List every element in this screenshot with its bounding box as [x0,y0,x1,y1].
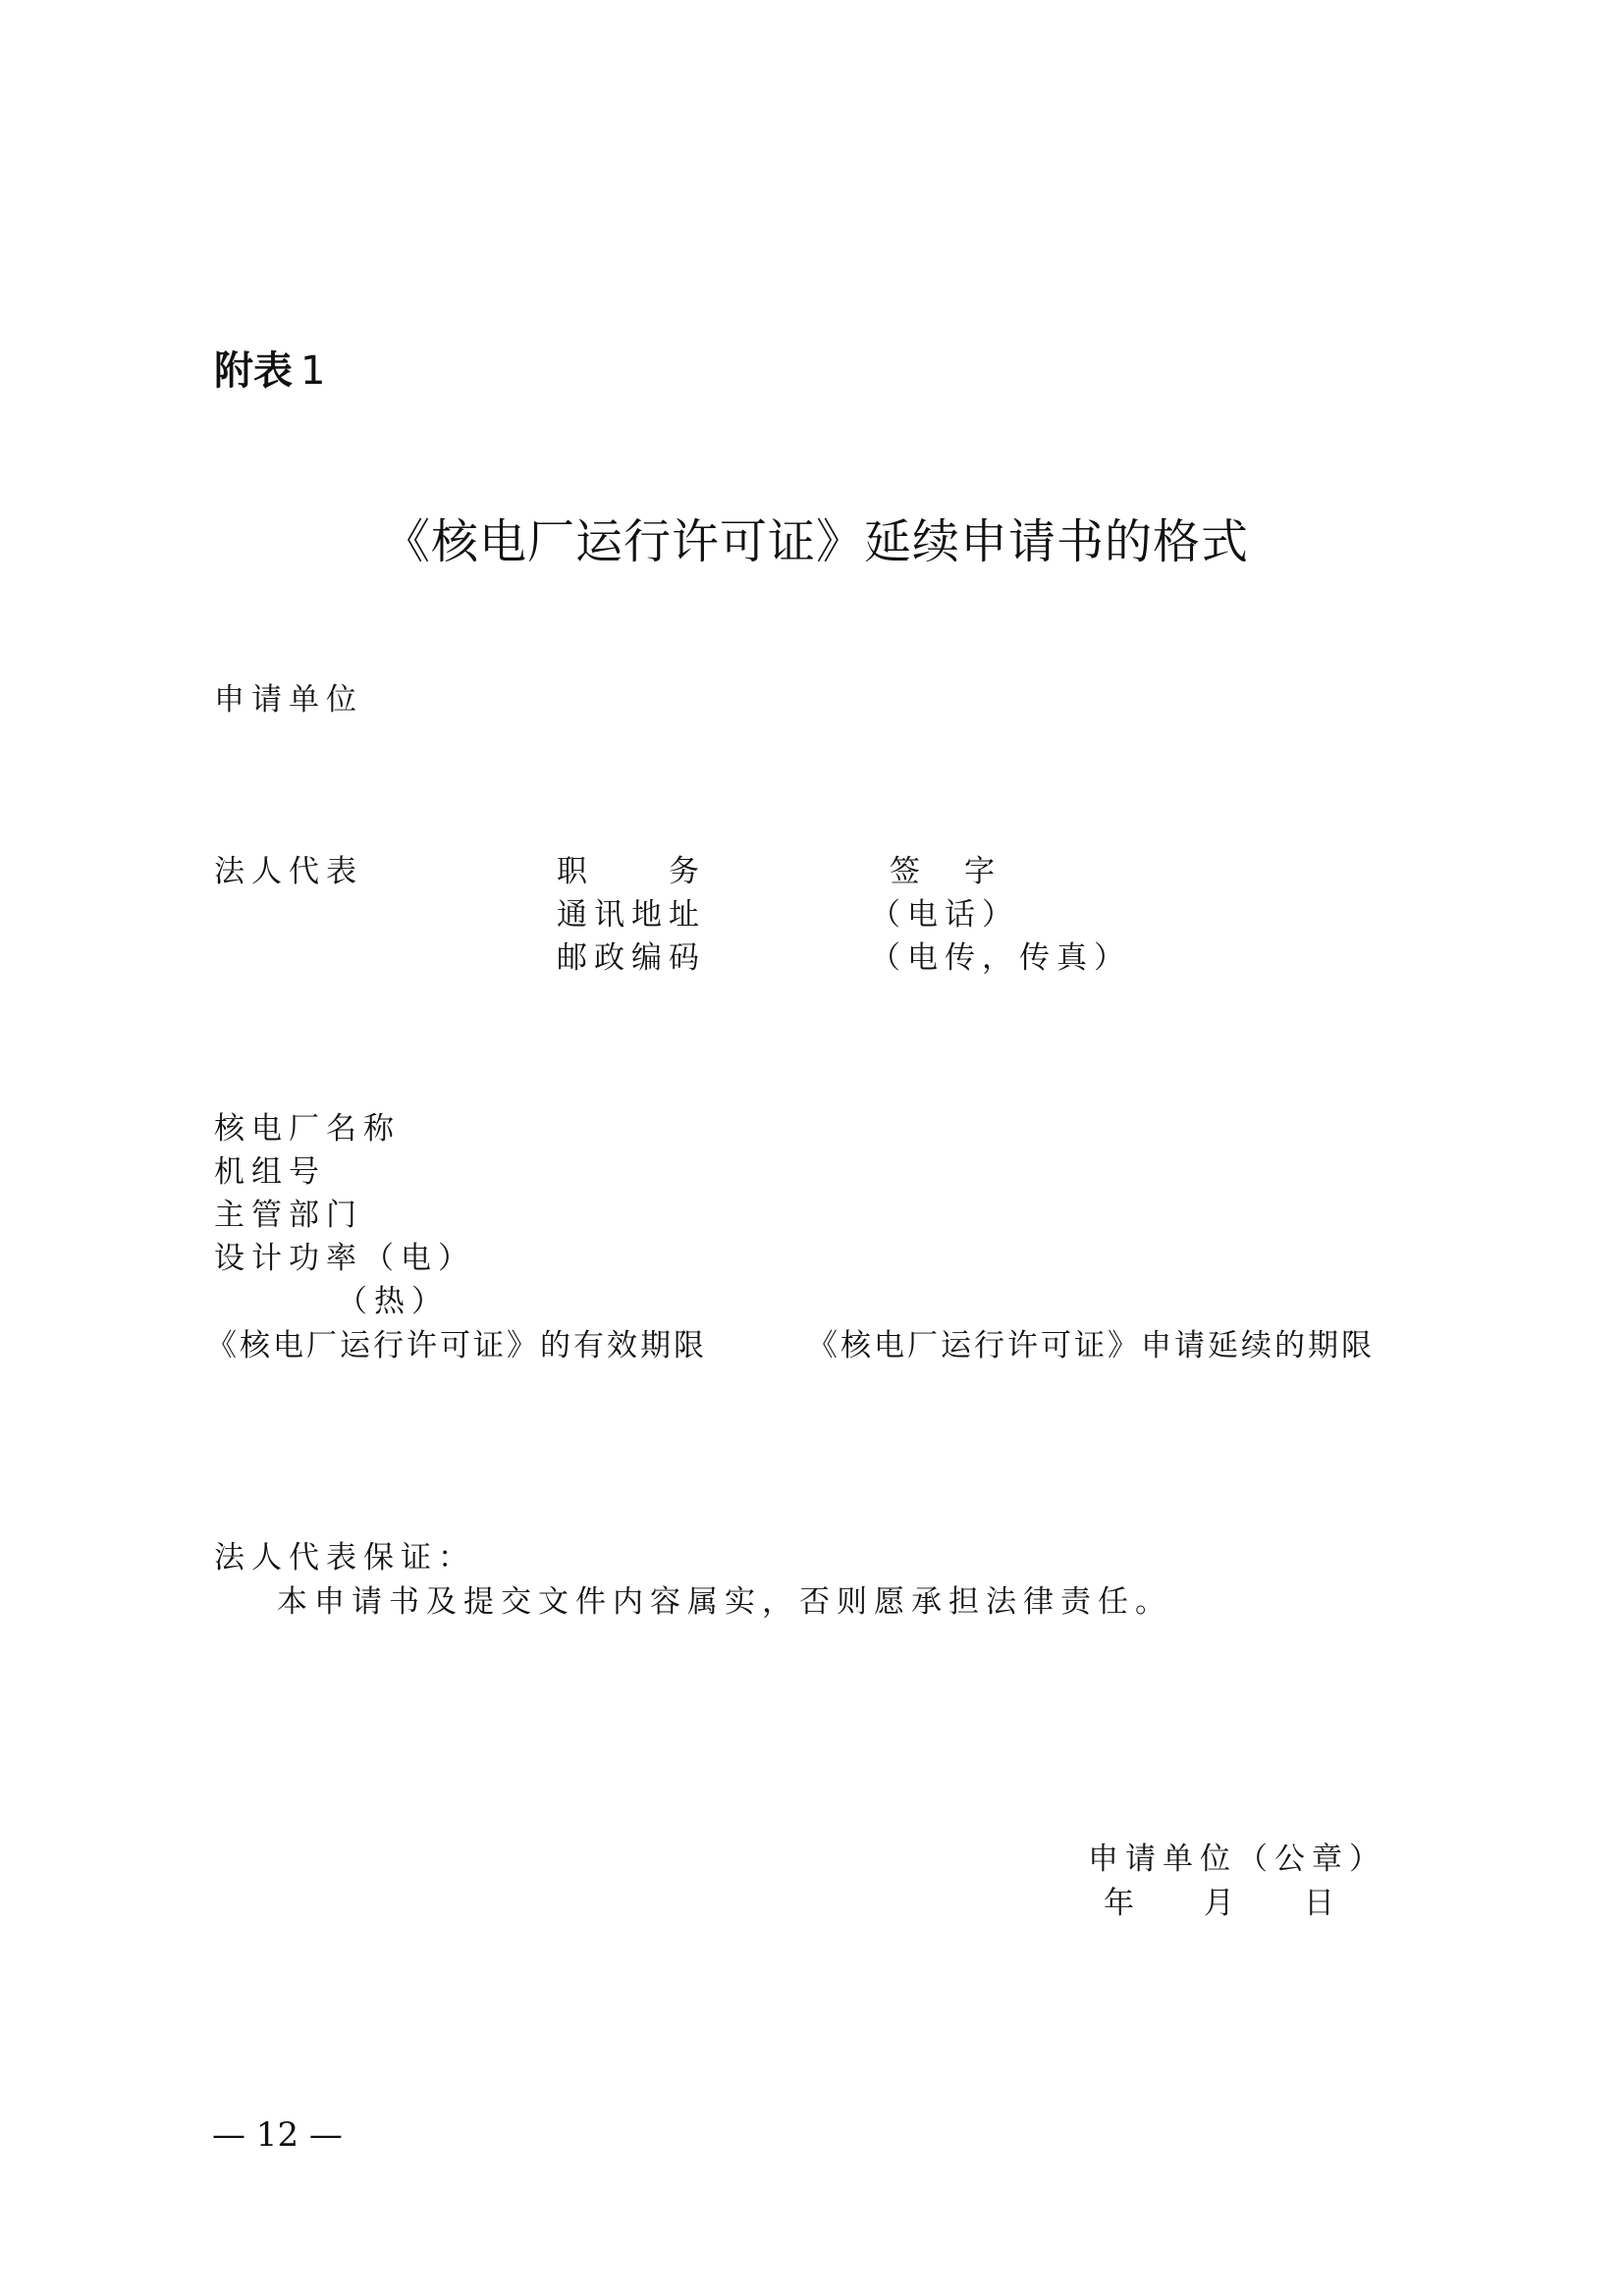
guarantee-statement: 本申请书及提交文件内容属实，否则愿承担法律责任。 [277,1584,1172,1620]
seal-month: 月 [1204,1886,1241,1921]
power-elec-label: 设计功率（电） [214,1241,475,1276]
seal-label: 申请单位（公章） [1088,1842,1386,1877]
guarantee-heading: 法人代表保证： [214,1540,475,1575]
annex-number: 1 [300,348,326,394]
phone-label: （电话） [870,897,1019,933]
page-number: — 12 — [212,2115,343,2155]
seal-year: 年 [1104,1886,1141,1921]
signature-label: 签 字 [890,854,1001,889]
unit-no-label: 机组号 [214,1154,326,1190]
seal-day: 日 [1304,1886,1341,1921]
document-title: 《核电厂运行许可证》延续申请书的格式 [383,514,1250,569]
annex-label [214,348,326,394]
legal-rep-label: 法人代表 [214,854,363,889]
plant-name-label: 核电厂名称 [214,1111,401,1147]
power-heat-label: （热） [337,1284,449,1319]
applicant-label: 申请单位 [214,682,363,718]
fax-label: （电传，传真） [870,940,1131,976]
position-label: 职 务 [557,854,706,889]
department-label: 主管部门 [214,1198,363,1233]
address-label: 通讯地址 [557,897,706,933]
extension-label: 《核电厂运行许可证》申请延续的期限 [807,1328,1375,1363]
annex-label-text: 附表 [214,348,293,394]
validity-label: 《核电厂运行许可证》的有效期限 [206,1328,707,1363]
postcode-label: 邮政编码 [557,940,706,976]
